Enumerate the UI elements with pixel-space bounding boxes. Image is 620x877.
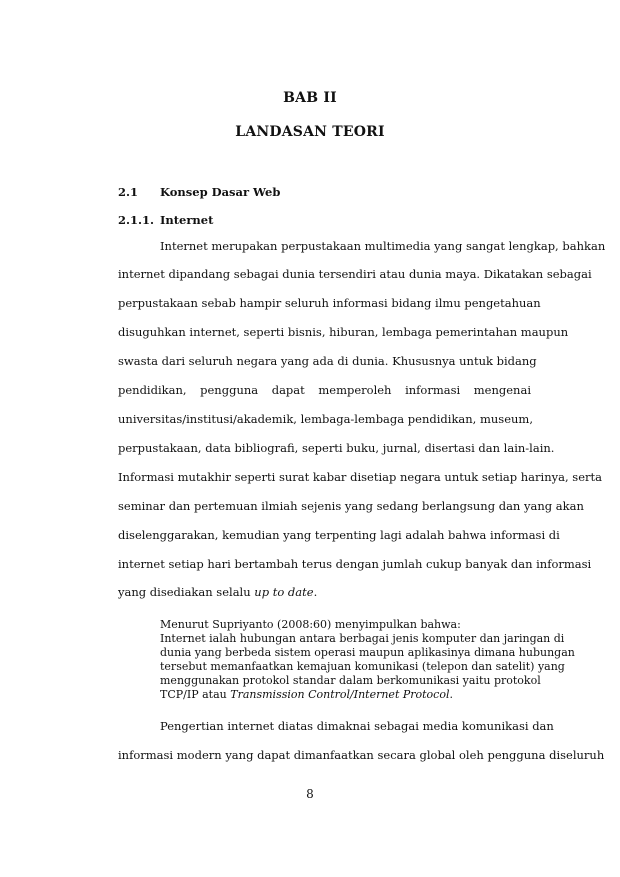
section-title: Konsep Dasar Web <box>160 185 281 199</box>
paragraph-line: diselenggarakan, kemudian yang terpenting lagi adalah bahwa informasi di <box>118 528 560 542</box>
quote-line: Internet ialah hubungan antara berbagai jenis komputer dan jaringan di <box>160 632 565 645</box>
paragraph-line: swasta dari seluruh negara yang ada di dunia. Khususnya untuk bidang <box>118 354 537 368</box>
paragraph-text: . <box>313 585 318 599</box>
paragraph-line: seminar dan pertemuan ilmiah sejenis yang sedang berlangsung dan yang akan <box>118 499 584 513</box>
quote-text: . <box>449 688 453 701</box>
paragraph-line: universitas/institusi/akademik, lembaga-lembaga pendidikan, museum, <box>118 412 533 426</box>
paragraph-line: perpustakaan, data bibliografi, seperti buku, jurnal, disertasi dan lain-lain. <box>118 441 555 455</box>
paragraph-line: Informasi mutakhir seperti surat kabar disetiap negara untuk setiap harinya, serta <box>118 470 602 484</box>
paragraph-line: Internet merupakan perpustakaan multimedia yang sangat lengkap, bahkan <box>160 239 606 253</box>
chapter-title: LANDASAN TEORI <box>235 124 385 140</box>
quote-line: dunia yang berbeda sistem operasi maupun aplikasinya dimana hubungan <box>160 646 575 659</box>
paragraph-line: disuguhkan internet, seperti bisnis, hiburan, lembaga pemerintahan maupun <box>118 325 569 339</box>
quote-intro: Menurut Supriyanto (2008:60) menyimpulkan bahwa: <box>160 618 461 631</box>
section-number: 2.1 <box>118 185 139 199</box>
paragraph-line: pendidikan, pengguna dapat memperoleh informasi mengenai <box>118 383 531 397</box>
paragraph-line: internet setiap hari bertambah terus dengan jumlah cukup banyak dan informasi <box>118 557 592 571</box>
subsection-number: 2.1.1. <box>118 213 155 227</box>
paragraph-line: perpustakaan sebab hampir seluruh informasi bidang ilmu pengetahuan <box>118 296 541 310</box>
block-quote <box>160 632 575 702</box>
paragraph-last-line <box>118 585 531 599</box>
paragraph-line: internet dipandang sebagai dunia tersendiri atau dunia maya. Dikatakan sebagai <box>118 267 592 281</box>
chapter-number: BAB II <box>283 90 337 106</box>
quote-text: TCP/IP atau <box>160 688 231 701</box>
quote-last-line <box>160 688 531 702</box>
italic-term: Transmission Control/Internet Protocol <box>230 688 450 701</box>
quote-line: menggunakan protokol standar dalam berkomunikasi yaitu protokol <box>160 674 541 687</box>
paragraph-text: yang disediakan selalu <box>118 585 255 599</box>
subsection-title: Internet <box>160 213 214 227</box>
page-number: 8 <box>306 787 314 801</box>
paragraph-line: informasi modern yang dapat dimanfaatkan secara global oleh pengguna diseluruh <box>118 748 605 762</box>
quote-line: tersebut memanfaatkan kemajuan komunikasi (telepon dan satelit) yang <box>160 660 565 673</box>
italic-term: up to date <box>254 585 314 599</box>
paragraph-line: Pengertian internet diatas dimaknai sebagai media komunikasi dan <box>160 719 554 733</box>
